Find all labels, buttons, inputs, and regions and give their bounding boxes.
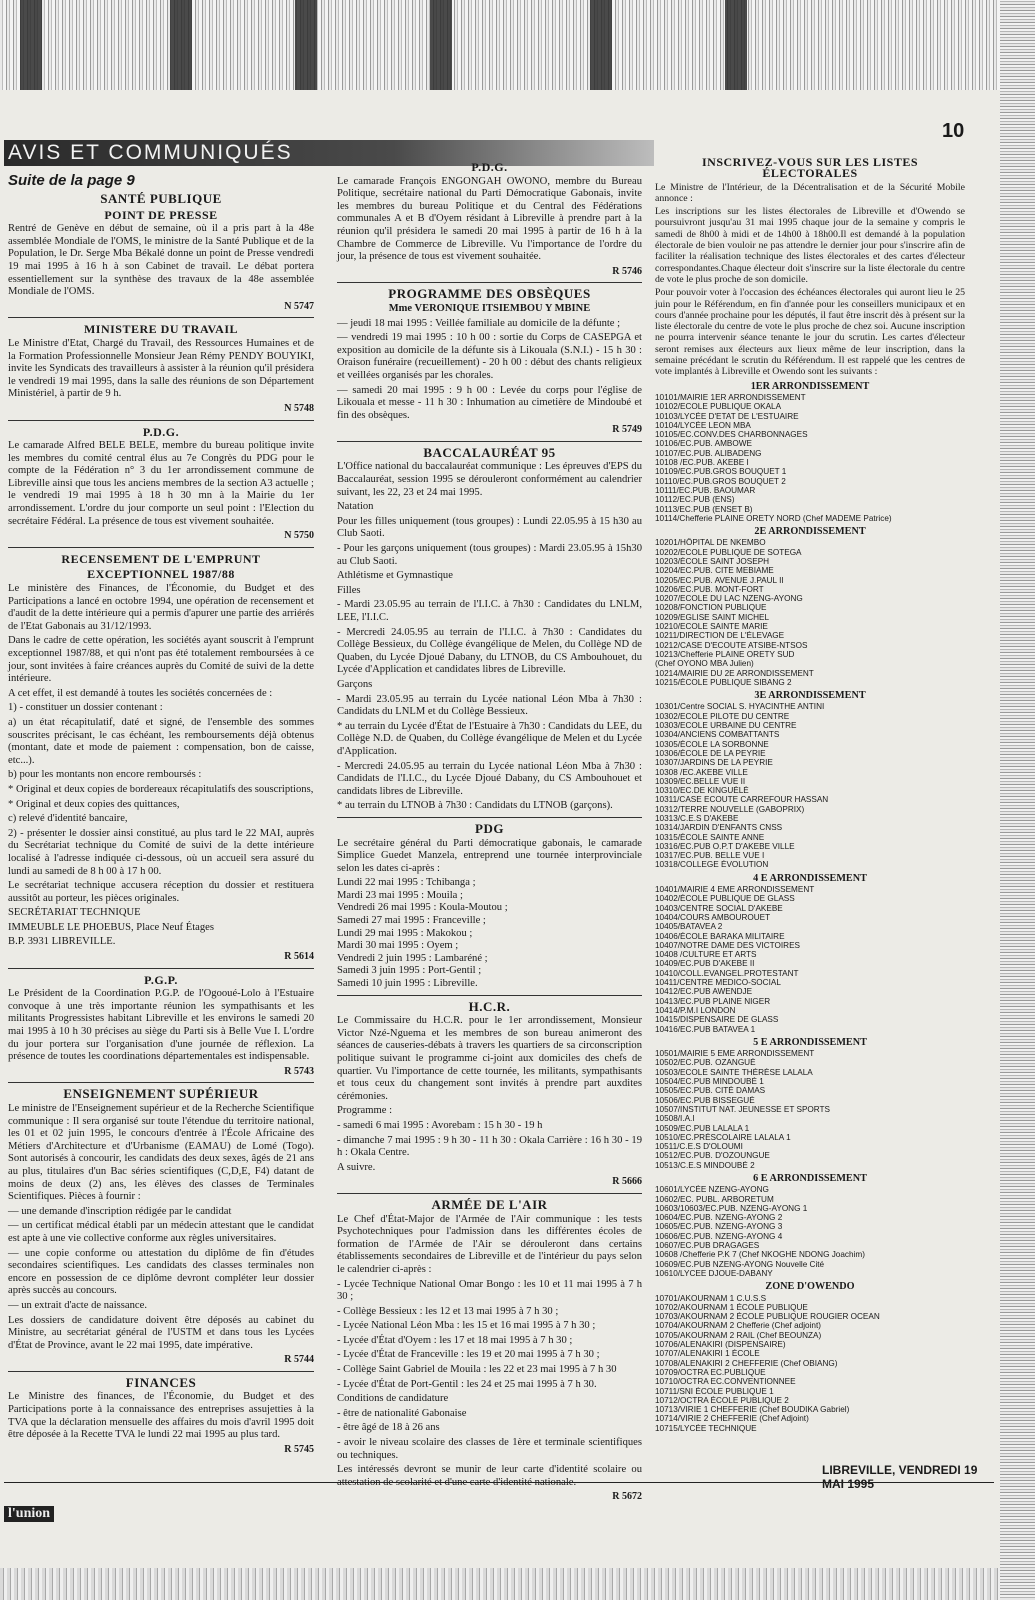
polling-station: 10705/AKOURNAM 2 RAIL (Chef BEOUNZA)	[655, 1330, 822, 1340]
polling-station: 10610/LYCEE DJOUE-DABANY	[655, 1268, 773, 1278]
polling-station: 10302/ECOLE PILOTE DU CENTRE	[655, 711, 790, 721]
notice-title: INSCRIVEZ-VOUS SUR LES LISTES ÉLECTORALES	[702, 155, 918, 181]
polling-station: 10704/AKOURNAM 2 Chefferie (Chef adjoint)	[655, 1321, 821, 1331]
polling-station: 10311/CASE ECOUTE CARREFOUR HASSAN	[655, 795, 829, 805]
polling-station: 10307/JARDINS DE LA PEYRIE	[655, 758, 773, 768]
polling-station: 10303/ECOLE URBAINE DU CENTRE	[655, 721, 797, 731]
notice-item: - samedi 6 mai 1995 : Avorebam : 15 h 30 - 19 h	[337, 1119, 543, 1131]
polling-station: 10316/EC.PUB O.P.T D'AKEBE VILLE	[655, 841, 795, 851]
tour-date: Samedi 27 mai 1995 : Franceville ;	[337, 915, 486, 927]
page-number: 10	[942, 120, 965, 142]
polling-station: 10711/SNI ÉCOLE PUBLIQUE 1	[655, 1386, 774, 1396]
polling-station: 10209/EGLISE SAINT MICHEL	[655, 612, 770, 622]
polling-station: 10507/INSTITUT NAT. JEUNESSE ET SPORTS	[655, 1104, 831, 1114]
notice-ref: N 5747	[284, 300, 314, 312]
polling-station: 10414/P.M.I LONDON	[655, 1005, 736, 1015]
polling-station: 10503/ECOLE SAINTE THÉRÈSE LALALA	[655, 1067, 813, 1077]
notice-line: - avoir le niveau scolaire des classes de 1ère et terminale scientifiques ou techniques.	[337, 1437, 642, 1461]
polling-station: 10408 /CULTURE ET ARTS	[655, 950, 757, 960]
polling-station-list	[655, 1294, 965, 1433]
notice-body: Le camarade Alfred BELE BELE, membre du bureau politique invite les membres du comité central élus au 7e Congrès du PDG pour le compte de la Fédération n° 3 du 1er arrondissement commune de Libreville ainsi que tous les anciens membres de la section A3 actuelle ; le vendredi 19 mai 1995 à 18 h 30 mn à la Mairie du 1er arrondissement. L'ordre du jour comporte un seul point : l'Election du secrétaire Fédéral. La présence de tous est vivement souhaitée.	[8, 440, 314, 527]
divider	[8, 968, 314, 969]
polling-station-list	[655, 1049, 965, 1170]
notice-subtitle: EXCEPTIONNEL 1987/88	[87, 567, 235, 582]
polling-station: 10306/ÉCOLE DE LA PEYRIE	[655, 748, 766, 758]
programme-label: Programme :	[337, 1105, 393, 1117]
notice-line: - être de nationalité Gabonaise	[337, 1407, 467, 1419]
polling-station: 10409/EC.PUB D'AKEBE II	[655, 959, 755, 969]
notice-line: Les intéressés devront se munir de leur carte d'identité scolaire ou attestation de scolarité et d'une carte d'identité nationale.	[337, 1464, 642, 1488]
polling-station: 10107/EC.PUB. ALIBADENG	[655, 448, 762, 458]
notice-line: Le Chef d'État-Major de l'Armée de l'Air communique : les tests Psychotechniques pour l'admission dans les différentes écoles de formation de l'Armée de l'Air se dérouleront dans certains établissements secondaires de Libreville et de l'intérieur du pays selon le calendrier ci-après :	[337, 1213, 642, 1275]
polling-station: 10603/10603/EC.PUB. NZENG-AYONG 1	[655, 1203, 808, 1213]
notice-ref: R 5614	[284, 951, 314, 963]
divider	[8, 1082, 314, 1083]
polling-station: 10211/DIRECTION DE L'ÉLEVAGE	[655, 631, 785, 641]
notice-line: Pour les filles uniquement (tous groupes) : Lundi 22.05.95 à 15 h30 au Club Saoti.	[337, 515, 642, 540]
notice-title: MINISTERE DU TRAVAIL	[83, 322, 239, 337]
notice-line: - Lycée National Léon Mba : les 15 et 16 mai 1995 à 7 h 30 ;	[337, 1320, 596, 1332]
tour-date: Samedi 3 juin 1995 : Port-Gentil ;	[337, 965, 482, 977]
notice-paragraph: Le Ministre de l'Intérieur, de la Décentralisation et de la Sécurité Mobile annonce :	[655, 181, 965, 204]
notice-ref: R 5749	[612, 424, 642, 436]
divider	[337, 995, 642, 996]
notice-ref: R 5672	[612, 1491, 642, 1503]
notice-paragraph: a) un état récapitulatif, daté et signé, de l'ensemble des sommes souscrites précisant, le cas échéant, les remboursements déjà obtenus (montant, date et mode de paiement : compensation, bon de caisse, etc...).	[8, 716, 314, 766]
polling-station: 10212/CASE D'ECOUTE ATSIBE-NTSOS	[655, 640, 808, 650]
notice-ref: R 5744	[284, 1354, 314, 1366]
polling-station: 10411/CENTRE MEDICO-SOCIAL	[655, 978, 781, 988]
notice-paragraph: c) relevé d'identité bancaire,	[8, 813, 128, 825]
notice-line: - Mercredi 24.05.95 au terrain de l'I.I.C. à 7h30 : Candidates du Collège Bessieux, du Collège évangélique de Melen, du Collège ND de Quaben, du Lycée Djoué Dabany, du LTNOB, du CS Ambouhouet, du Lycée d'Application et candidates libres de Libreville.	[337, 626, 642, 676]
polling-station: 10202/ECOLE PUBLIQUE DE SOTEGA	[655, 547, 802, 557]
notice-subtitle: Mme VERONIQUE ITSIEMBOU Y MBINE	[388, 302, 591, 314]
polling-station: 10312/TERRE NOUVELLE (GABOPRIX)	[655, 804, 805, 814]
notice-title: H.C.R.	[468, 998, 511, 1014]
polling-station: 10401/MAIRIE 4 EME ARRONDISSEMENT	[655, 885, 815, 895]
notice-title: PROGRAMME DES OBSÈQUES	[388, 286, 591, 302]
polling-station: 10706/ALENAKIRI (DISPENSAIRE)	[655, 1340, 786, 1350]
notice-title: BACCALAURÉAT 95	[423, 444, 556, 460]
notice-paragraph: Le secrétariat technique accusera réception du dossier et restituera aussitôt au porteur, les pièces originales.	[8, 880, 314, 904]
notice-line: * au terrain du Lycée d'État de l'Estuaire à 7h30 : Candidats du LEE, du Collège N.D. de Quaben, du Collège évangélique de Melen et du Lycée d'Application.	[337, 720, 642, 757]
polling-station: 10501/MAIRIE 5 EME ARRONDISSEMENT	[655, 1049, 815, 1059]
polling-station: 10109/EC.PUB.GROS BOUQUET 1	[655, 467, 787, 477]
polling-station-list	[655, 538, 965, 687]
polling-station: 10513/C.E.S MINDOUBÉ 2	[655, 1160, 755, 1170]
footer-date: LIBREVILLE, VENDREDI 19 MAI 1995	[822, 1463, 978, 1491]
polling-station: 10406/ÉCOLE BARAKA MILITAIRE	[655, 931, 785, 941]
divider	[337, 1193, 642, 1194]
photo-background-right	[1000, 0, 1035, 1600]
polling-station: 10512/EC.PUB. D'OZOUNGUE	[655, 1151, 770, 1161]
newspaper-page	[0, 90, 1000, 1568]
divider	[8, 1371, 314, 1372]
shadow-stripe	[590, 0, 612, 92]
polling-station: 10315/ÉCOLE SAINTE ANNE	[655, 832, 765, 842]
polling-station: 10204/EC.PUB. CITE MEBIAME	[655, 566, 774, 576]
notice-paragraph: Le ministre de l'Enseignement supérieur et de la Recherche Scientifique communique : Il sera organisé sur toute l'étendue du territoire national, les 01 et 02 juin 1995, le concours d'entrée à l'École Africaine des Métiers d'Architecture et d'Urbanisme (EAMAU) de Lomé (Togo). Sont autorisés à concourir, les candidats des deux sexes, âgés de 21 ans au plus, titulaires d'un Bac séries scientifiques (C,D,E, F4) datant de moins de deux (2) ans, les élèves des classes de Terminales Scientifiques. Pièces à fournir :	[8, 1103, 314, 1203]
polling-station: 10310/EC.DE KINGUÉLÉ	[655, 786, 749, 796]
notice-line: - Lycée d'État d'Oyem : les 17 et 18 mai 1995 à 7 h 30 ;	[337, 1334, 573, 1346]
polling-station: 10210/ECOLE SAINTE MARIE	[655, 622, 768, 632]
tour-dates	[337, 877, 642, 990]
polling-station: 10415/DISPENSAIRE DE GLASS	[655, 1015, 779, 1025]
polling-station: 10601/LYCÉE NZENG-AYONG	[655, 1185, 769, 1195]
notice-title: P.D.G.	[471, 160, 508, 174]
polling-station: 10509/EC.PUB LALALA 1	[655, 1123, 750, 1133]
footer-rule	[4, 1482, 994, 1483]
notice-title: FINANCES	[125, 1374, 197, 1390]
notice-paragraph: B.P. 3931 LIBREVILLE.	[8, 936, 116, 948]
photo-background-bottom	[0, 1568, 1000, 1600]
notice-line: - Lycée d'État de Port-Gentil : les 24 et 25 mai 1995 à 7 h 30.	[337, 1378, 597, 1390]
notice-title: P.D.G.	[142, 424, 180, 439]
arrondissement-title: 5 E ARRONDISSEMENT	[753, 1036, 867, 1048]
polling-station: 10110/EC.PUB.GROS BOUQUET 2	[655, 476, 786, 486]
notice-paragraph: * Original et deux copies des quittances,	[8, 798, 180, 810]
suite-label: Suite de la page 9	[8, 172, 135, 189]
notice-line: - Mardi 23.05.95 au terrain de l'I.I.C. à 7h30 : Candidates du LNLM, LEE, l'I.I.C.	[337, 599, 642, 623]
notice-paragraph: 1) - constituer un dossier contenant :	[8, 702, 163, 714]
polling-station: 10713/VIRIE 1 CHEFFERIE (Chef BOUDIKA Gabriel)	[655, 1405, 850, 1415]
notice-paragraph: A cet effet, il est demandé à toutes les sociétés concernées de :	[8, 687, 273, 699]
shadow-stripe	[430, 0, 452, 92]
polling-station: 10404/COURS AMBOUROUET	[655, 912, 771, 922]
polling-station: 10105/EC.CONV.DES CHARBONNAGES	[655, 430, 808, 440]
polling-station: 10108 /EC.PUB. AKEBE I	[655, 458, 749, 468]
tour-date: Vendredi 26 mai 1995 : Koula-Moutou ;	[337, 902, 508, 914]
notice-paragraph: * Original et deux copies de bordereaux récapitulatifs des souscriptions,	[8, 783, 314, 795]
polling-station: 10304/ANCIENS COMBATTANTS	[655, 730, 780, 740]
divider	[337, 441, 642, 442]
divider	[8, 317, 314, 318]
polling-station: 10604/EC.PUB. NZENG-AYONG 2	[655, 1213, 783, 1223]
notice-body: Le secrétaire général du Parti démocratique gabonais, le camarade Simplice Guedet Manzela, entreprend une tournée interprovinciale selon les dates ci-après :	[337, 837, 642, 874]
polling-station: 10714/VIRIE 2 CHEFFERIE (Chef Adjoint)	[655, 1414, 809, 1424]
tour-date: Vendredi 2 juin 1995 : Lambaréné ;	[337, 952, 488, 964]
notice-title: ENSEIGNEMENT SUPÉRIEUR	[63, 1086, 259, 1102]
notice-paragraph: Pour pouvoir voter à l'occasion des échéances électorales qui auront lieu le 25 juin pour le Référendum, en fin d'année pour les conseillers municipaux et en cours d'année prochaine pour les députés, il faut être inscrit dès à présent sur la liste électorale du centre de vote le plus proche de chez soi. Aucune inscription ne pourra intervenir séance tenante le jour du scrutin. Les cartes d'électeur seront remises aux électeurs aux lieux même de leur inscription, dans la semaine précédant le scrutin du Référendum. Il est rappelé que les centres de vote implantés à Libreville et Owendo sont les suivants :	[655, 287, 965, 378]
polling-station: 10407/NOTRE DAME DES VICTOIRES	[655, 940, 800, 950]
notice-ref: R 5666	[612, 1176, 642, 1188]
polling-station-list	[655, 393, 965, 523]
notice-line: Athlétisme et Gymnastique	[337, 570, 453, 582]
notice-line: - Lycée Technique National Omar Bongo : les 10 et 11 mai 1995 à 7 h 30 ;	[337, 1278, 642, 1303]
notice-line: - Collège Bessieux : les 12 et 13 mai 1995 à 7 h 30 ;	[337, 1305, 559, 1317]
notice-line: - être âgé de 18 à 26 ans	[337, 1422, 440, 1434]
notice-line: - Mercredi 24.05.95 au terrain du Lycée national Léon Mba à 7h30 : Candidats de l'I.I.C., du Lycée Djoué Dabany, du CS Ambouhouet et candidats libres de Libreville.	[337, 760, 642, 797]
polling-station: 10205/EC.PUB. AVENUE J.PAUL II	[655, 575, 784, 585]
polling-station: 10314/JARDIN D'ENFANTS CNSS	[655, 823, 783, 833]
notice-line: L'Office national du baccalauréat communique : Les épreuves d'EPS du Baccalauréat, session 1995 se dérouleront conformément au calendrier suivant, les 22, 23 et 24 mai 1995.	[337, 461, 642, 498]
polling-station: 10405/BATAVEA 2	[655, 922, 723, 932]
polling-station: 10712/OCTRA ÉCOLE PUBLIQUE 2	[655, 1395, 789, 1405]
notice-paragraph: IMMEUBLE LE PHOEBUS, Place Neuf Étages	[8, 921, 214, 933]
shadow-stripe	[20, 0, 42, 92]
polling-station-list	[655, 702, 965, 869]
tour-date: Samedi 10 juin 1995 : Libreville.	[337, 978, 478, 990]
shadow-stripe	[170, 0, 192, 92]
polling-station: 10707/ALENAKIRI 1 ÉCOLE	[655, 1349, 760, 1359]
arrondissement-title: 2E ARRONDISSEMENT	[754, 526, 866, 538]
polling-station: 10710/OCTRA EC.CONVENTIONNEE	[655, 1377, 796, 1387]
notice-line: Natation	[337, 501, 374, 513]
polling-station: 10318/COLLEGE ÉVOLUTION	[655, 860, 769, 870]
notice-ref: R 5745	[284, 1443, 314, 1455]
notice-body: Rentré de Genève en début de semaine, où il a pris part à la 48e assemblée Mondiale de l'OMS, le ministre de la Santé Publique et de la Population, le Dr. Serge Mba Békalé donne un point de Presse vendredi 19 mai 1995 à 16 h à son Cabinet de travail. Le débat portera essentiellement sur la synthèse des travaux de la 48e assemblée Mondiale de l'OMS.	[8, 223, 314, 298]
notice-subtitle: POINT DE PRESSE	[104, 207, 218, 222]
polling-station: 10208/FONCTION PUBLIQUE	[655, 603, 767, 613]
photo-background-top	[0, 0, 1035, 92]
column-left	[8, 190, 314, 1456]
polling-station: 10305/ÉCOLE LA SORBONNE	[655, 739, 769, 749]
polling-station: 10709/OCTRA EC.PUBLIQUE	[655, 1367, 766, 1377]
notice-paragraph: SECRÉTARIAT TECHNIQUE	[8, 907, 141, 919]
polling-station: 10309/EC.BELLE VUE II	[655, 776, 746, 786]
notice-paragraph: Les inscriptions sur les listes électorales de Libreville et d'Owendo se poursuivront jusqu'au 31 mai 1995 chaque jour de la semaine y compris le samedi de 8h00 à midi et de 14h00 à 18h00.Il est demandé à la population électorale de bien vouloir ne pas attendre le dernier jour pour s'inscrire afin de faciliter la réalisation technique des listes électorales et des cartes d'électeur correspondantes.Chaque électeur doit s'inscrire sur la liste électorale du centre de vote le plus proche de son domicile.	[655, 206, 965, 285]
divider	[337, 282, 642, 283]
notice-body: Le Président de la Coordination P.G.P. de l'Ogooué-Lolo à l'Estuaire convoque à une très importante réunion les sympathisants et les militants Progressistes habitant Libreville et les environs le samedi 20 mai 1995 à 10 h 30 précises au siège du Parti sis à Belle Vue I. L'ordre du jour portera sur l'organisation d'une journée de réflexion. La présence de toutes les coordinations départementales est indispensable.	[8, 988, 314, 1063]
arrondissement-title: 1ER ARRONDISSEMENT	[750, 380, 870, 392]
divider	[8, 547, 314, 548]
notice-line: - Collège Saint Gabriel de Mouila : les 22 et 23 mai 1995 à 7 h 30	[337, 1364, 617, 1376]
tour-date: Mardi 23 mai 1995 : Mouila ;	[337, 889, 463, 901]
polling-station-list	[655, 885, 965, 1034]
polling-station: 10207/ECOLE DU LAC NZENG-AYONG	[655, 594, 803, 604]
polling-station: 10201/HÔPITAL DE NKEMBO	[655, 538, 766, 548]
notice-title: SANTÉ PUBLIQUE	[100, 191, 222, 206]
polling-station: 10502/EC.PUB. OZANGUÉ	[655, 1058, 756, 1068]
polling-station: 10609/EC.PUB NZENG-AYONG Nouvelle Cité	[655, 1259, 825, 1269]
notice-line: - Lycée d'État de Franceville : les 19 et 20 mai 1995 à 7 h 30 ;	[337, 1349, 600, 1361]
polling-station: 10413/EC.PUB PLAINE NIGER	[655, 996, 771, 1006]
tour-date: Lundi 22 mai 1995 : Tchibanga ;	[337, 877, 476, 889]
polling-station: 10703/AKOURNAM 2 ÉCOLE PUBLIQUE ROUGIER OCEAN	[655, 1312, 880, 1322]
polling-station: 10701/AKOURNAM 1 C.U.S.S	[655, 1293, 767, 1303]
polling-station: 10214/MAIRIE DU 2E ARRONDISSEMENT	[655, 668, 814, 678]
notice-body: Le Ministre d'Etat, Chargé du Travail, des Ressources Humaines et de la Formation Professionnelle Monsieur Jean Rémy PENDY BOUYIKI, invite les Syndicats des travailleurs à assister à la réunion qu'il présidera le vendredi 19 mai 1995, dans la salle des réunions de son Département Ministériel, à partir de 9 h.	[8, 337, 314, 400]
polling-station: 10112/EC.PUB (ENS)	[655, 495, 735, 505]
newspaper-logo: l'union	[4, 1506, 54, 1522]
polling-station-lists	[655, 381, 965, 1433]
polling-station: 10102/ECOLE PUBLIQUE OKALA	[655, 402, 782, 412]
divider	[337, 817, 642, 818]
polling-station: 10506/EC.PUB BISSEGUÉ	[655, 1095, 755, 1105]
polling-station: 10606/EC.PUB. NZENG-AYONG 4	[655, 1231, 783, 1241]
notice-ref: R 5746	[612, 265, 642, 277]
notice-item: — jeudi 18 mai 1995 : Veillée familiale au domicile de la défunte ;	[337, 317, 621, 329]
notice-paragraph: — un extrait d'acte de naissance.	[8, 1299, 147, 1311]
polling-station: 10111/EC.PUB. BAOUMAR	[655, 485, 756, 495]
polling-station: 10213/Chefferie PLAINE ORETY SUD	[655, 649, 795, 659]
polling-station: 10508/I.A.I	[655, 1114, 695, 1124]
notice-paragraph: Le ministère des Finances, de l'Économie, du Budget et des Participations a lancé en octobre 1994, une opération de recensement et d'audit de la dette intérieure qui a permis d'apurer une partie des arriérés de l'Etat Gabonais au 31/12/1993.	[8, 583, 314, 632]
polling-station: 10308 /EC.AKEBE VILLE	[655, 767, 748, 777]
polling-station: 10504/EC.PUB MINDOUBÉ 1	[655, 1077, 764, 1087]
polling-station: 10510/EC.PRÉSCOLAIRE LALALA 1	[655, 1132, 791, 1142]
polling-station: 10605/EC.PUB. NZENG-AYONG 3	[655, 1222, 783, 1232]
polling-station: 10511/C.E.S D'OLOUMI	[655, 1142, 743, 1152]
notice-paragraph: — un certificat médical établi par un médecin attestant que le candidat est apte à une vie collective conforme aux règles universitaires.	[8, 1220, 314, 1244]
polling-station: 10416/EC.PUB BATAVEA 1	[655, 1024, 756, 1034]
polling-station: 10505/EC.PUB. CITÉ DAMAS	[655, 1086, 766, 1096]
notice-title: P.G.P.	[144, 972, 178, 987]
notice-ref: R 5743	[284, 1065, 314, 1077]
notice-line: - Pour les garçons uniquement (tous groupes) : Mardi 23.05.95 à 15h30 au Club Saoti.	[337, 543, 642, 567]
polling-station: (Chef OYONO MBA Julien)	[655, 659, 754, 669]
arrondissement-title: 6 E ARRONDISSEMENT	[753, 1172, 867, 1184]
polling-station: 10104/LYCÉE LEON MBA	[655, 420, 751, 430]
polling-station: 10313/C.E.S D'AKEBE	[655, 814, 739, 823]
notice-line: Filles	[337, 584, 361, 596]
notice-body: Le Ministre des finances, de l'Économie, du Budget et des Participations porte à la connaissance des entreprises assujetties à la TVA que la déclaration mensuelle des affaires du mois d'avril 1995 doit être déposée à la Recette TVA le lundi 22 mai 1995 au plus tard.	[8, 1391, 314, 1441]
notice-item: - dimanche 7 mai 1995 : 9 h 30 - 11 h 30 : Okala Carrière : 16 h 30 - 19 h : Okala Centre.	[337, 1134, 642, 1159]
arrondissement-title: ZONE D'OWENDO	[765, 1281, 855, 1293]
arrondissement-title: 4 E ARRONDISSEMENT	[753, 872, 867, 884]
notice-item: — samedi 20 mai 1995 : 9 h 00 : Levée du corps pour l'église de Likouala et messe - 11 h 30 : Inhumation au cimetière de Mindoubé et fin des obsèques.	[337, 384, 642, 421]
polling-station: 10203/ÉCOLE SAINT JOSEPH	[655, 556, 770, 566]
polling-station: 10106/EC.PUB. AMBOWE	[655, 439, 752, 449]
polling-station: 10317/EC.PUB. BELLE VUE I	[655, 851, 765, 861]
polling-station: 10410/COLL.EVANGEL.PROTESTANT	[655, 968, 799, 978]
polling-station: 10702/AKOURNAM 1 ÉCOLE PUBLIQUE	[655, 1302, 808, 1312]
polling-station-list	[655, 1185, 965, 1278]
polling-station: 10608 /Chefferie P.K 7 (Chef NKOGHE NDONG Joachim)	[655, 1250, 865, 1260]
polling-station: 10206/EC.PUB. MONT-FORT	[655, 584, 764, 594]
a-suivre: A suivre.	[337, 1161, 376, 1173]
notice-body: Le Commissaire du H.C.R. pour le 1er arrondissement, Monsieur Victor Nzé-Nguema et les membres de son bureau animeront des séances de causeries-débats à travers les quartiers de sa circonscription politique suivant le programme ci-joint aux domiciles des chefs de quartier. Vu l'importance de cette tournée, les militants, sympathisants et tous ceux du changement sont invités à prendre part auxdites cérémonies.	[337, 1015, 642, 1102]
divider	[8, 420, 314, 421]
shadow-stripe	[295, 0, 317, 92]
notice-line: Garçons	[337, 678, 373, 690]
notice-paragraph: — une copie conforme ou attestation du diplôme de fin d'études secondaires scientifiques. Les candidats des classes terminales non encore en possession de ce diplôme devront compléter leur dossier après succès au concours.	[8, 1247, 314, 1297]
column-middle	[337, 158, 642, 1504]
polling-station: 10607/EC.PUB DRAGAGES	[655, 1241, 760, 1251]
banner-title: AVIS ET COMMUNIQUÉS	[8, 141, 293, 164]
notice-ref: N 5750	[284, 530, 314, 542]
polling-station: 10101/MAIRIE 1ER ARRONDISSEMENT	[655, 392, 806, 402]
notice-line: Conditions de candidature	[337, 1393, 449, 1405]
notice-item: — vendredi 19 mai 1995 : 10 h 00 : sortie du Corps de CASEPGA et exposition au domicile de la défunte sis à Likouala (S.N.I.) - 15 h 30 : Oraison funéraire (recueillement) - 20 h 00 : début des chants religieux et veillées organisés par les chorales.	[337, 332, 642, 381]
polling-station: 10412/EC.PUB AWENDJE	[655, 987, 753, 997]
notice-paragraph: Les dossiers de candidature doivent être déposés au cabinet du Ministre, au secrétariat général de l'USTM et dans tous les Lycées d'État de Province, avant le 22 mai 1995, date impérative.	[8, 1314, 314, 1351]
tour-date: Mardi 30 mai 1995 : Oyem ;	[337, 940, 459, 952]
polling-station: 10215/ÉCOLE PUBLIQUE SIBANG 2	[655, 677, 792, 687]
notice-title: RECENSEMENT DE L'EMPRUNT	[61, 551, 261, 566]
polling-station: 10403/CENTRE SOCIAL D'AKEBE	[655, 903, 783, 913]
polling-station: 10301/Centre SOCIAL S. HYACINTHE ANTINI	[655, 702, 825, 712]
notice-title: PDG	[475, 820, 504, 836]
polling-station: 10103/LYCÉE D'ETAT DE L'ESTUAIRE	[655, 411, 799, 421]
polling-station: 10114/Chefferie PLAINE ORETY NORD (Chef MADEME Patrice)	[655, 513, 892, 523]
polling-station: 10602/EC. PUBL. ARBORETUM	[655, 1194, 774, 1204]
tour-date: Lundi 29 mai 1995 : Makokou ;	[337, 927, 473, 939]
polling-station: 10402/ÉCOLE PUBLIQUE DE GLASS	[655, 894, 795, 904]
polling-station: 10715/LYCÉE TECHNIQUE	[655, 1423, 757, 1433]
notice-paragraph: b) pour les montants non encore remboursés :	[8, 769, 202, 781]
notice-line: * au terrain du LTNOB à 7h30 : Candidats du LTNOB (garçons).	[337, 800, 613, 812]
polling-station: 10113/EC.PUB (ENSET B)	[655, 504, 753, 514]
shadow-stripe	[725, 0, 747, 92]
notice-ref: N 5748	[284, 402, 314, 414]
notice-body: Le camarade François ENGONGAH OWONO, membre du Bureau Politique, secrétaire national du Parti Démocratique Gabonais, invite les membres du bureau Politique et du Central des Fédérations communales A et B d'Oyem résidant à Libreville à prendre part à la réunion qu'il présidera le samedi 20 mai 1995 à partir de 16 h à la Chambre de Commerce de Libreville. Vu l'importance de l'ordre du jour, la présence de tous est vivement souhaitée.	[337, 175, 642, 263]
notice-paragraph: Dans le cadre de cette opération, les sociétés ayant souscrit à l'emprunt exceptionnel 1987/88, et qui n'ont pas été totalement remboursées à ce jour, sont invitées à faire créances auprès du Comité de suivi de la dette intérieure.	[8, 635, 314, 685]
polling-station: 10708/ALENAKIRI 2 CHEFFERIE (Chef OBIANG)	[655, 1358, 838, 1368]
notice-title: ARMÉE DE L'AIR	[431, 1196, 548, 1212]
column-right	[655, 154, 965, 1433]
notice-paragraph: — une demande d'inscription rédigée par le candidat	[8, 1205, 232, 1217]
notice-paragraph: 2) - présenter le dossier ainsi constitué, au plus tard le 22 MAI, auprès du Secrétariat technique du Comité de suivi de la dette intérieure localisé à l'adresse indiquée ci-dessous, où un accueil sera assuré du lundi au samedi de 8 h 00 à 17 h 00.	[8, 827, 314, 877]
notice-line: - Mardi 23.05.95 au terrain du Lycée national Léon Mba à 7h30 : Candidats du LNLM et du Collège Bessieux.	[337, 693, 642, 718]
arrondissement-title: 3E ARRONDISSEMENT	[754, 690, 866, 702]
